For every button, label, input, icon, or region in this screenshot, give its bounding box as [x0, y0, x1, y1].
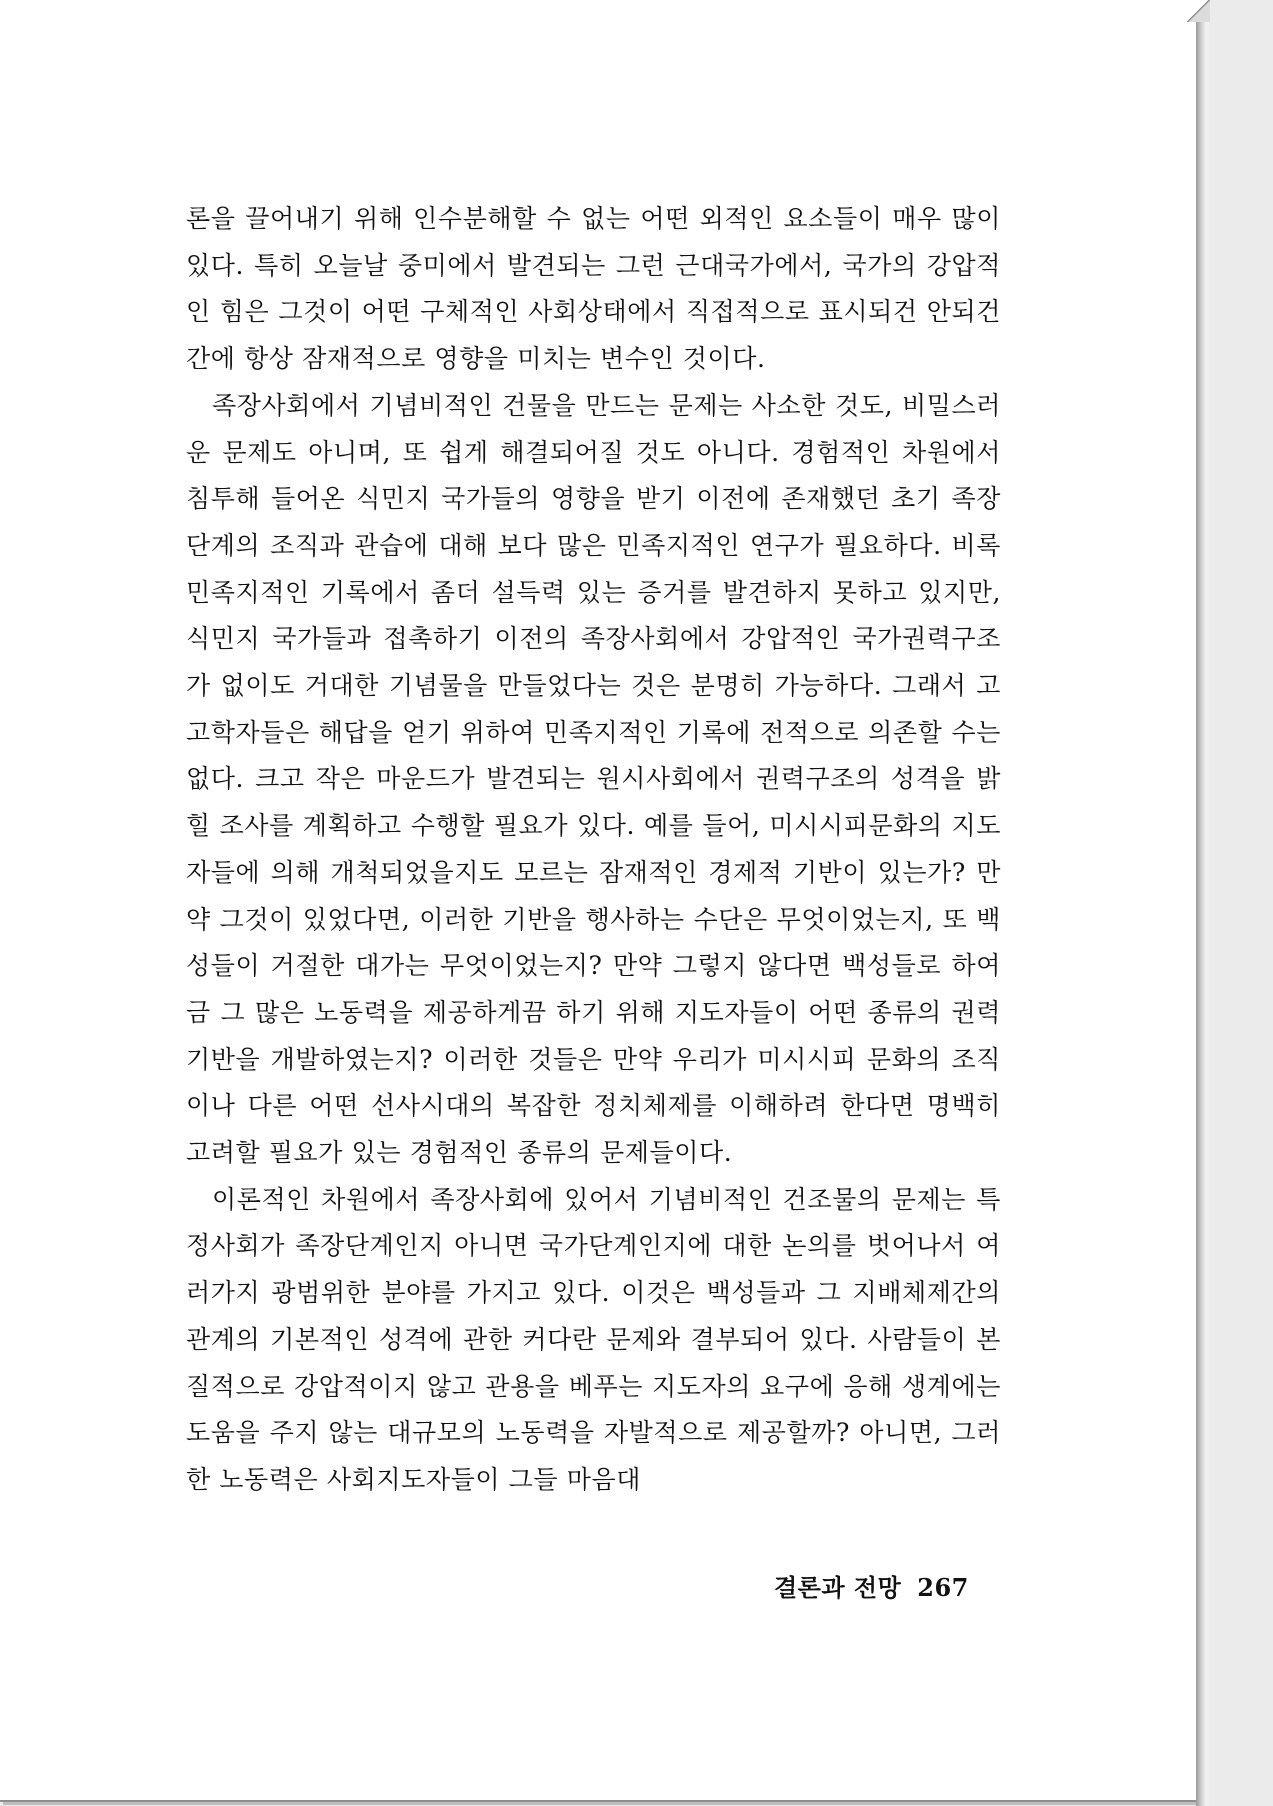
running-footer: [774, 1568, 969, 1603]
page-corner-fold: [1186, 0, 1210, 22]
paragraph-monumental-construction: 족장사회에서 기념비적인 건물을 만드는 문제는 사소한 것도, 비밀스러운 문제도 아니며, 또 쉽게 해결되어질 것도 아니다. 경험적인 차원에서 침투해 들어온 식민지 국가들의 영향을 받기 이전에 존재했던 초기 족장단계의 조직과 관습에 대해 보다 많은 민족지적인 연구가 필요하다. 비록 민족지적인 기록에서 좀더 설득력 있는 증거를 발견하지 못하고 있지만, 식민지 국가들과 접촉하기 이전의 족장사회에서 강압적인 국가권력구조가 없이도 거대한 기념물을 만들었다는 것은 분명히 가능하다. 그래서 고고학자들은 해답을 얻기 위하여 민족지적인 기록에 전적으로 의존할 수는 없다. 크고 작은 마운드가 발견되는 원시사회에서 권력구조의 성격을 밝힐 조사를 계획하고 수행할 필요가 있다. 예를 들어, 미시시피문화의 지도자들에 의해 개척되었을지도 모르는 잠재적인 경제적 기반이 있는가? 만약 그것이 있었다면, 이러한 기반을 행사하는 수단은 무엇이었는지, 또 백성들이 거절한 대가는 무엇이었는지? 만약 그렇지 않다면 백성들로 하여금 그 많은 노동력을 제공하게끔 하기 위해 지도자들이 어떤 종류의 권력기반을 개발하였는지? 이러한 것들은 만약 우리가 미시시피 문화의 조직이나 다른 어떤 선사시대의 복잡한 정치체제를 이해하려 한다면 명백히 고려할 필요가 있는 경험적인 종류의 문제들이다.: [186, 390, 1001, 1168]
page-edge-shadow: [1196, 0, 1210, 1806]
footer-section-title: 결론과 전망: [774, 1573, 902, 1602]
page-number: 267: [917, 1573, 969, 1602]
body-text: [186, 196, 1001, 1504]
paragraph-continued: 론을 끌어내기 위해 인수분해할 수 없는 어떤 외적인 요소들이 매우 많이 있다. 특히 오늘날 중미에서 발견되는 그런 근대국가에서, 국가의 강압적인 힘은 그것이 어떤 구체적인 사회상태에서 직접적으로 표시되건 안되건간에 항상 잠재적으로 영향을 미치는 변수인 것이다.: [186, 204, 1001, 374]
paragraph-theoretical-dimension: 이론적인 차원에서 족장사회에 있어서 기념비적인 건조물의 문제는 특정사회가 족장단계인지 아니면 국가단계인지에 대한 논의를 벗어나서 여러가지 광범위한 분야를 가지고 있다. 이것은 백성들과 그 지배체제간의 관계의 기본적인 성격에 관한 커다란 문제와 결부되어 있다. 사람들이 본질적으로 강압적이지 않고 관용을 베푸는 지도자의 요구에 응해 생계에는 도움을 주지 않는 대규모의 노동력을 자발적으로 제공할까? 아니면, 그러한 노동력은 사회지도자들이 그들 마음대: [186, 1184, 1001, 1494]
